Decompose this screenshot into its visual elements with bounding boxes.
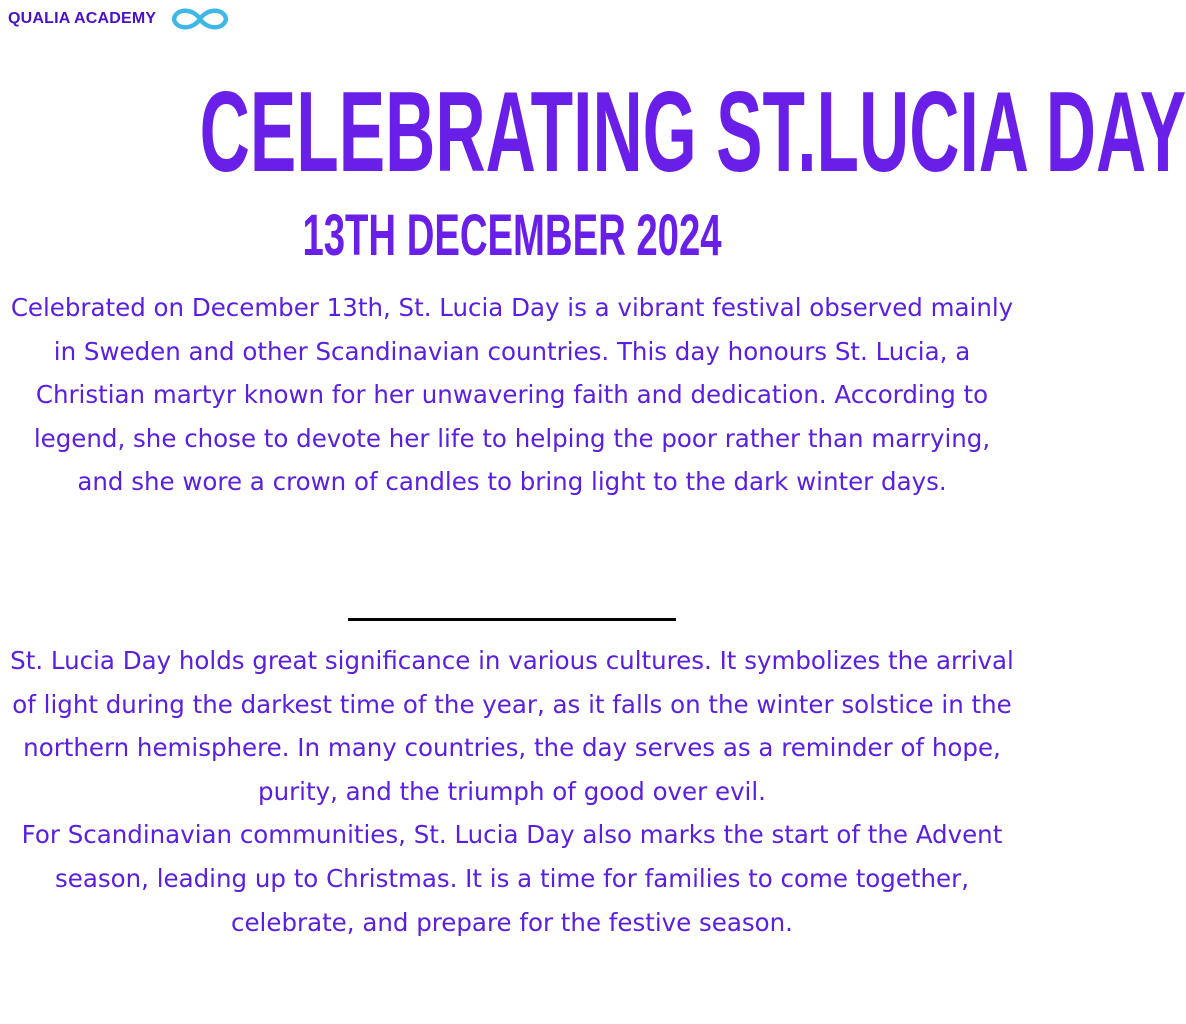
page-title: CELEBRATING ST.LUCIA DAY xyxy=(199,69,1186,196)
significance-section xyxy=(8,639,1016,944)
event-date: 13TH DECEMBER 2024 xyxy=(302,203,722,268)
brand xyxy=(8,4,238,34)
brand-name: QUALIA ACADEMY xyxy=(8,10,157,27)
infinity-loop-icon xyxy=(162,4,238,34)
significance-paragraph: St. Lucia Day holds great significance in various cultures. It symbolizes the arrival of light during the darkest time of the year, as it falls on the winter solstice in the northern hemisphere. In many countries, the day serves as a reminder of hope, purity, and the triumph of good over evil. xyxy=(10,646,1014,806)
advent-paragraph: For Scandinavian communities, St. Lucia Day also marks the start of the Advent season, leading up to Christmas. It is a time for families to come together, celebrate, and prepare for the festive season. xyxy=(21,820,1003,937)
intro-paragraph: Celebrated on December 13th, St. Lucia Day is a vibrant festival observed mainly in Sweden and other Scandinavian countries. This day honours St. Lucia, a Christian martyr known for her unwavering faith and dedication. According to legend, she chose to devote her life to helping the poor rather than marrying, and she wore a crown of candles to bring light to the dark winter days. xyxy=(10,293,1014,497)
divider xyxy=(348,618,676,621)
